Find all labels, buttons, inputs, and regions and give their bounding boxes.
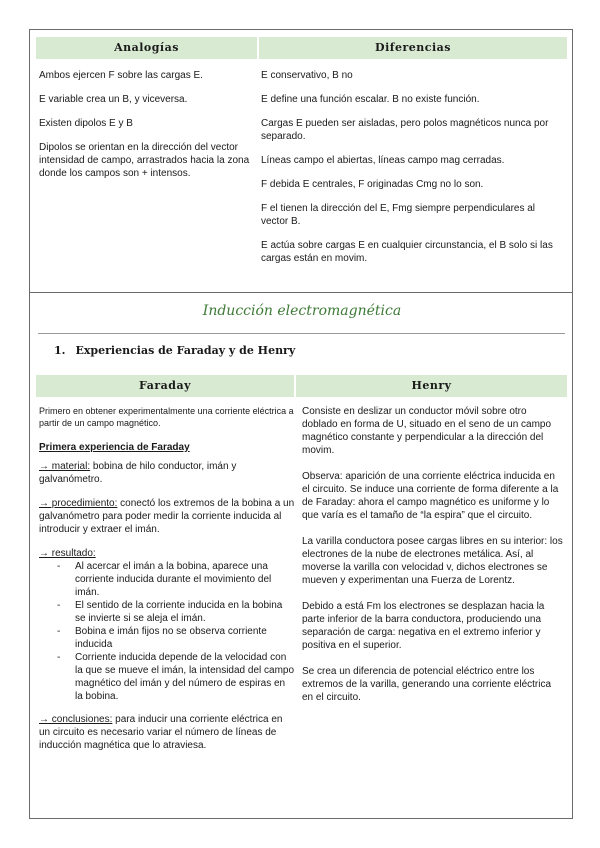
diferencia-item: Líneas campo el abiertas, líneas campo mag cerradas. — [261, 155, 505, 166]
conclusiones-text: para inducir una corriente eléctrica en un circuito es necesario variar el número de líneas de inducción magnética que lo atraviesa. — [39, 714, 283, 751]
analogia-item: E variable crea un B, y viceversa. — [39, 94, 188, 105]
faraday-procedimiento — [39, 497, 295, 536]
henry-paragraph: Observa: aparición de una corriente eléctrica inducida en el circuito. Se induce una corriente de forma diferente a la de Faraday: ahora el campo magnético es uniforme y lo que varía es el tamaño de “la espira” que el circuito. — [302, 471, 559, 521]
header-analogias: Analogías — [36, 37, 257, 59]
conclusiones-label: → conclusiones: — [39, 714, 113, 725]
resultado-item: - El sentido de la corriente inducida en la bobina se invierte si se aleja el imán. — [39, 599, 295, 625]
analogias-column — [39, 69, 255, 191]
henry-paragraph: Consiste en deslizar un conductor móvil sobre otro doblado en forma de U, situado en el seno de un campo magnético constante y perpendicular a la dirección del movim. — [302, 406, 552, 456]
resultado-list — [39, 560, 295, 703]
diferencia-item: Cargas E pueden ser aisladas, pero polos magnéticos nunca por separado. — [261, 118, 549, 142]
diferencias-column — [261, 69, 561, 276]
faraday-column — [39, 405, 295, 763]
resultado-item: - Corriente inducida depende de la velocidad con la que se mueve el imán, la intensidad del campo magnético del imán y del número de espiras en la bobina. — [39, 651, 295, 703]
material-label: → material: — [39, 461, 91, 472]
header-diferencias: Diferencias — [259, 37, 567, 59]
henry-paragraph: Debido a está Fm los electrones se desplazan hacia la parte inferior de la barra conductora, produciendo una separación de carga: negativa en el extremo inferior y positiva en el superior. — [302, 601, 545, 651]
analogia-item: Existen dipolos E y B — [39, 118, 133, 129]
resultado-item: - Al acercar el imán a la bobina, aparece una corriente inducida durante el movimiento del imán. — [39, 560, 295, 599]
subsection-number: 1. — [54, 344, 66, 357]
analogia-item: Dipolos se orientan en la dirección del vector intensidad de campo, arrastrados hacia la zona donde los campos son + intensos. — [39, 142, 250, 179]
diferencia-item: E actúa sobre cargas E en cualquier circunstancia, el B solo si las cargas están en movim. — [261, 240, 553, 264]
faraday-conclusiones — [39, 713, 295, 752]
header-faraday: Faraday — [36, 375, 294, 397]
henry-paragraph: La varilla conductora posee cargas libres en su interior: los electrones de la nube de electrones metálica. Así, al moverse la varilla con velocidad v, dichos electrones se mueven y experimentan una Fuerza de Lorentz. — [302, 536, 563, 586]
analogia-item: Ambos ejercen F sobre las cargas E. — [39, 70, 203, 81]
resultado-item: - Bobina e imán fijos no se observa corriente inducida — [39, 625, 295, 651]
procedimiento-text: conectó los extremos de la bobina a un galvanómetro para poder medir la corriente inducida al introducir y extraer el imán. — [39, 498, 295, 535]
page-frame — [29, 29, 573, 819]
subsection-title: Experiencias de Faraday y de Henry — [75, 344, 296, 357]
section-title: Inducción electromagnética — [202, 303, 402, 319]
procedimiento-label: → procedimiento: — [39, 498, 118, 509]
henry-column — [302, 405, 564, 717]
title-underline — [38, 333, 565, 334]
faraday-material — [39, 460, 295, 486]
material-text: bobina de hilo conductor, imán y galvanómetro. — [39, 461, 237, 485]
diferencia-item: E conservativo, B no — [261, 70, 353, 81]
faraday-exp-title: Primera experiencia de Faraday — [39, 442, 190, 453]
subsection-heading — [54, 344, 305, 357]
diferencia-item: F el tienen la dirección del E, Fmg siempre perpendiculares al vector B. — [261, 203, 536, 227]
header-henry: Henry — [296, 375, 567, 397]
diferencia-item: E define una función escalar. B no existe función. — [261, 94, 480, 105]
table-divider — [30, 292, 572, 293]
diferencia-item: F debida E centrales, F originadas Cmg no lo son. — [261, 179, 484, 190]
henry-paragraph: Se crea un diferencia de potencial eléctrico entre los extremos de la varilla, generando una corriente eléctrica en el circuito. — [302, 666, 552, 703]
faraday-intro: Primero en obtener experimentalmente una corriente eléctrica a partir de un campo magnético. — [39, 406, 294, 428]
resultado-label: → resultado: — [39, 548, 96, 559]
